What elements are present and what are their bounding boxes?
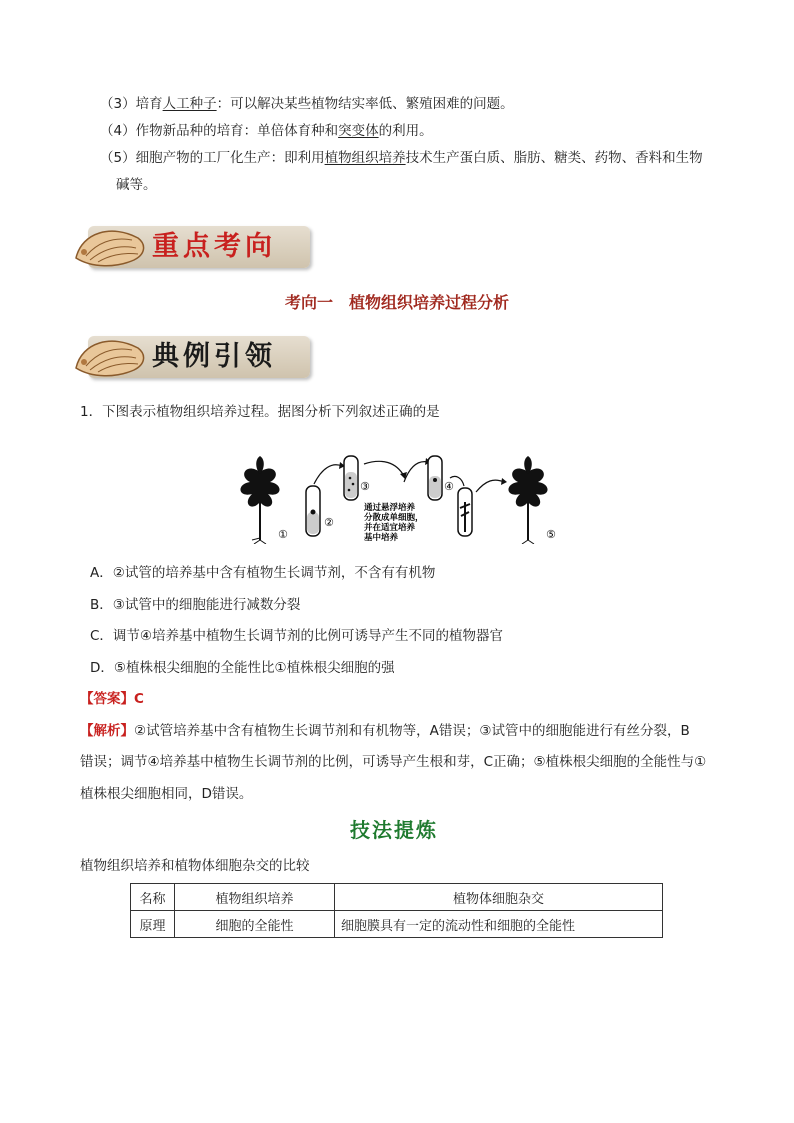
comparison-table <box>130 883 663 938</box>
figure-caption-line: 并在适宜培养 <box>364 523 416 533</box>
question-stem: 1．下图表示植物组织培养过程。据图分析下列叙述正确的是 <box>80 404 440 420</box>
test-tube-icon <box>344 456 358 500</box>
table-cell: 细胞的全能性 <box>175 911 335 938</box>
intro-item-5: （5）细胞产物的工厂化生产：即利用植物组织培养技术生产蛋白质、脂肪、糖类、药物、香料和生物 <box>100 150 703 166</box>
intro-item-5-cont: 碱等。 <box>116 177 157 193</box>
banner-title: 重点考向 <box>152 231 276 262</box>
section-title: 考向一 植物组织培养过程分析 <box>285 293 510 312</box>
technique-subtitle: 植物组织培养和植物体细胞杂交的比较 <box>80 858 310 874</box>
analysis-line-1: 【解析】②试管培养基中含有植物生长调节剂和有机物等，A错误；③试管中的细胞能进行有丝分裂，B <box>80 723 690 739</box>
table-row <box>131 911 663 938</box>
table-header-cell: 植物体细胞杂交 <box>335 884 663 911</box>
figure-label-5: ⑤ <box>546 528 556 541</box>
table-header-cell: 植物组织培养 <box>175 884 335 911</box>
banner-title: 典例引领 <box>152 341 276 372</box>
example-banner <box>72 332 312 382</box>
tissue-culture-figure <box>232 452 562 544</box>
option-a: A．②试管的培养基中含有植物生长调节剂，不含有有机物 <box>90 565 436 581</box>
analysis-line-3: 植株根尖细胞相同，D错误。 <box>80 786 253 802</box>
plant-icon <box>508 456 547 544</box>
test-tube-icon <box>458 488 472 536</box>
shell-icon <box>72 332 152 382</box>
option-d: D．⑤植株根尖细胞的全能性比①植株根尖细胞的强 <box>90 660 395 676</box>
intro-item-4: （4）作物新品种的培育：单倍体育种和突变体的利用。 <box>100 123 433 139</box>
intro-item-3: （3）培育人工种子：可以解决某些植物结实率低、繁殖困难的问题。 <box>100 96 514 112</box>
shell-icon <box>72 222 152 272</box>
answer <box>80 690 144 708</box>
figure-caption-line: 基中培养 <box>364 533 399 543</box>
option-b: B．③试管中的细胞能进行减数分裂 <box>90 597 301 613</box>
figure-caption-line: 通过悬浮培养 <box>364 503 416 513</box>
figure-caption-line: 分散成单细胞， <box>364 513 424 523</box>
test-tube-icon <box>428 456 442 500</box>
figure-label-1: ① <box>278 528 288 541</box>
test-tube-icon <box>306 486 320 536</box>
table-cell: 细胞膜具有一定的流动性和细胞的全能性 <box>335 911 663 938</box>
option-c: C．调节④培养基中植物生长调节剂的比例可诱导产生不同的植物器官 <box>90 628 504 644</box>
analysis-label: 【解析】 <box>80 723 134 739</box>
table-header-cell: 名称 <box>131 884 175 911</box>
figure-label-3: ③ <box>360 480 370 493</box>
answer-label: 【答案】 <box>80 691 134 707</box>
table-cell: 原理 <box>131 911 175 938</box>
analysis-line-2: 错误；调节④培养基中植物生长调节剂的比例，可诱导产生根和芽，C正确；⑤植株根尖细胞的全能性与① <box>80 754 707 770</box>
plant-icon <box>240 456 279 544</box>
focus-banner <box>72 222 312 272</box>
table-header-row <box>131 884 663 911</box>
figure-label-2: ② <box>324 516 334 529</box>
answer-value: C <box>134 691 144 707</box>
technique-title: 技法提炼 <box>350 818 438 842</box>
figure-label-4: ④ <box>444 480 454 493</box>
